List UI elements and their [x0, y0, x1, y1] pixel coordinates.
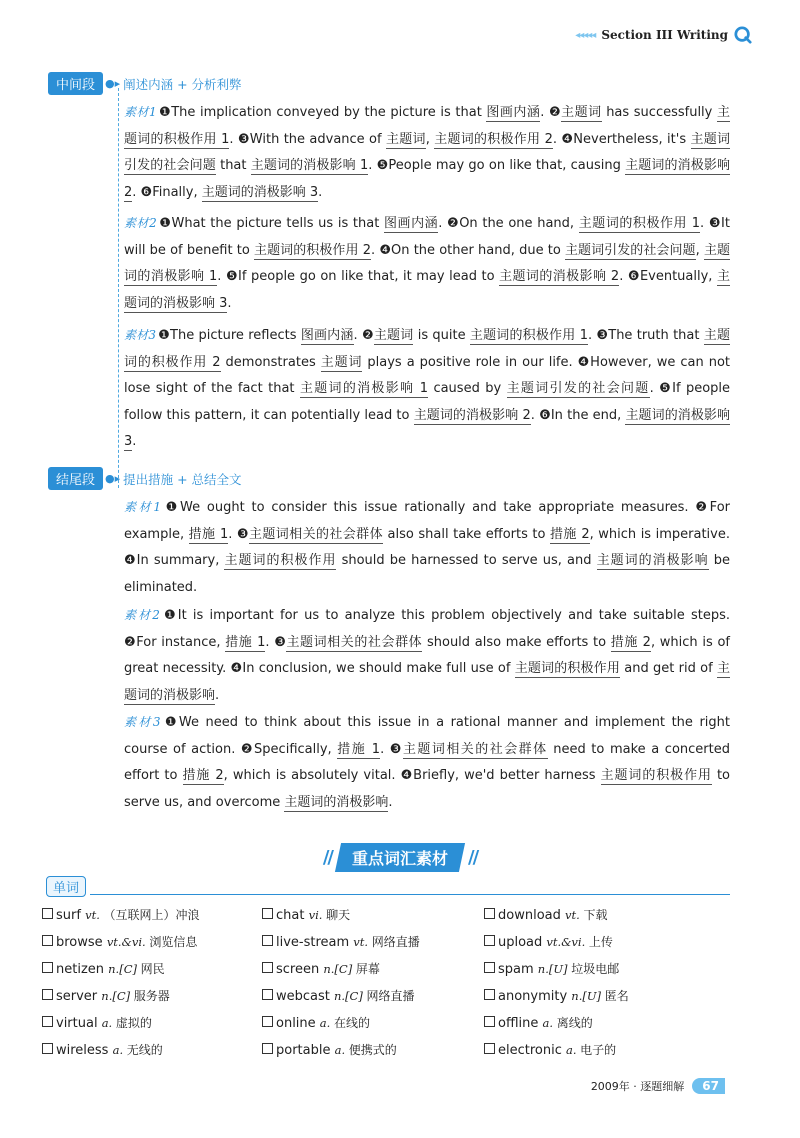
- page-header: [575, 26, 752, 44]
- ending-material-2: [124, 602, 730, 709]
- fill-in-phrase: 主题词的积极作用 2: [254, 242, 371, 258]
- fill-in-phrase: 主题词的消极影响: [596, 553, 709, 568]
- ending-material-1: [124, 494, 730, 601]
- fill-in-phrase: 主题词的消极影响 1: [250, 158, 369, 173]
- vocab-divider: [90, 894, 730, 895]
- text-segment: . ❸: [380, 741, 403, 757]
- fill-in-phrase: 图画内涵: [486, 105, 541, 120]
- vocab-meaning: 服务器: [133, 989, 170, 1003]
- vocab-meaning: 在线的: [333, 1016, 370, 1030]
- vocab-meaning: 网民: [140, 962, 165, 976]
- vocab-meaning: 电子的: [580, 1043, 617, 1057]
- vocab-word: live-stream: [276, 935, 354, 950]
- fill-in-phrase: 主题词的消极影响: [124, 661, 730, 703]
- material-label: 素材3: [124, 715, 161, 729]
- material-label: 素材3: [124, 328, 156, 342]
- arrow-icon: ●▸: [105, 77, 121, 90]
- text-segment: ❶We need to think about this issue in a rational manner and implement the right course of action. ❷Specifically,: [124, 715, 730, 757]
- fill-in-phrase: 主题词的积极作用: [600, 768, 712, 783]
- fill-in-phrase: 主题词的积极作用: [224, 553, 337, 568]
- vocab-pos: vt.: [565, 908, 584, 922]
- vocab-meaning: 便携式的: [348, 1043, 397, 1057]
- vocab-item: [484, 929, 724, 956]
- vocab-item: [484, 956, 724, 983]
- checkbox-icon[interactable]: [42, 908, 53, 919]
- section-guide-line: [118, 88, 119, 488]
- text-segment: ,: [425, 131, 435, 147]
- vocab-pos: a.: [334, 1043, 349, 1057]
- vocab-item: [262, 983, 484, 1010]
- vocab-banner-box: [335, 843, 465, 872]
- vocab-meaning: 垃圾电邮: [571, 962, 620, 976]
- checkbox-icon[interactable]: [484, 962, 495, 973]
- vocab-word: offline: [498, 1016, 543, 1031]
- fill-in-phrase: 主题词相关的社会群体: [248, 526, 383, 542]
- text-segment: . ❷: [353, 328, 374, 343]
- text-segment: . ❸The truth that: [587, 328, 704, 343]
- text-segment: should be harnessed to serve us, and: [336, 553, 597, 568]
- fill-in-phrase: 图画内涵: [300, 328, 354, 343]
- vocab-word: download: [498, 908, 565, 923]
- fill-in-phrase: 主题词的积极作用: [514, 661, 620, 676]
- vocab-item: [262, 1010, 484, 1037]
- text-segment: to serve us, and overcome: [124, 768, 731, 810]
- fill-in-phrase: 主题词的积极作用 1: [578, 216, 701, 231]
- vocab-item: [42, 1010, 262, 1037]
- text-segment: . ❺People may go on like that, causing: [368, 158, 626, 173]
- text-segment: . ❻In the end,: [530, 407, 626, 423]
- fill-in-phrase: 主题词的积极作用 2: [124, 328, 730, 370]
- fill-in-phrase: 主题词的消极影响 2: [124, 158, 730, 200]
- fill-in-phrase: 主题词的消极影响 2: [413, 407, 531, 423]
- text-segment: . ❺If people go on like that, it may lead to: [217, 269, 500, 284]
- middle-material-3: [124, 322, 730, 456]
- vocab-item: [42, 956, 262, 983]
- vocab-item: [42, 929, 262, 956]
- vocab-pos: a.: [542, 1016, 557, 1030]
- text-segment: be eliminated.: [124, 553, 730, 595]
- checkbox-icon[interactable]: [484, 1043, 495, 1054]
- vocab-item: [262, 956, 484, 983]
- fill-in-phrase: 主题词的积极作用 1: [124, 105, 730, 147]
- vocab-pos: n.[U]: [537, 962, 572, 976]
- text-segment: demonstrates: [220, 354, 321, 370]
- vocab-pos: a.: [112, 1043, 127, 1057]
- text-segment: . ❺If people follow this pattern, it can potentially lead to: [124, 381, 731, 423]
- material-label: 素材1: [124, 105, 157, 119]
- fill-in-phrase: 措施 2: [610, 634, 651, 650]
- vocab-item: [262, 902, 484, 929]
- vocab-pos: n.[C]: [101, 989, 134, 1003]
- vocab-meaning: 匿名: [604, 989, 629, 1003]
- vocab-item: [484, 1037, 724, 1064]
- vocab-meaning: 网络直播: [371, 935, 420, 949]
- vocab-word: virtual: [56, 1016, 102, 1031]
- vocab-item: [484, 902, 724, 929]
- checkbox-icon[interactable]: [484, 1016, 495, 1027]
- vocab-meaning: 离线的: [556, 1016, 593, 1030]
- vocab-tag: 单词: [46, 876, 86, 897]
- checkbox-icon[interactable]: [262, 935, 273, 946]
- text-segment: . ❷: [540, 105, 562, 120]
- vocab-pos: vt.&vi.: [106, 935, 150, 949]
- text-segment: is quite: [413, 328, 470, 343]
- vocab-word: screen: [276, 962, 324, 977]
- ending-section-desc: 提出措施 + 总结全文: [123, 471, 242, 487]
- vocab-word: upload: [498, 935, 547, 950]
- text-segment: .: [227, 295, 232, 311]
- text-segment: . ❸With the advance of: [229, 131, 386, 147]
- text-segment: , which is of great necessity. ❹In conclusion, we should make full use of: [124, 634, 731, 676]
- vocab-item: [42, 902, 262, 929]
- footer-text: 2009年 · 逐题细解: [590, 1080, 685, 1093]
- vocab-word: wireless: [56, 1043, 113, 1058]
- arrow-icon: ●▸: [105, 472, 121, 485]
- vocab-meaning: 聊天: [326, 908, 351, 922]
- slash-decor-right: //: [468, 847, 478, 868]
- text-segment: caused by: [428, 381, 507, 396]
- fill-in-phrase: 主题词的消极影响 1: [299, 381, 429, 396]
- vocab-meaning: 浏览信息: [149, 935, 198, 949]
- vocab-word: browse: [56, 935, 107, 950]
- text-segment: The implication conveyed by the picture is that: [171, 105, 487, 120]
- checkbox-icon[interactable]: [262, 1016, 273, 1027]
- text-segment: ❶What the picture tells us is that: [158, 216, 384, 231]
- vocab-meaning: （互联网上）冲浪: [103, 908, 200, 922]
- text-segment: plays a positive role in our life. ❹However, we can not lose sight of the fact that: [124, 354, 731, 396]
- text-segment: .: [132, 434, 137, 449]
- fill-in-phrase: 主题词引发的社会问题: [565, 242, 696, 258]
- fill-in-phrase: 主题词: [320, 354, 363, 370]
- fill-in-phrase: 主题词相关的社会群体: [402, 741, 548, 757]
- text-segment: . ❹Nevertheless, it's: [552, 131, 691, 147]
- vocab-meaning: 上传: [588, 935, 613, 949]
- checkbox-icon[interactable]: [42, 989, 53, 1000]
- checkbox-icon[interactable]: [262, 908, 273, 919]
- text-segment: .: [388, 794, 393, 810]
- fill-in-phrase: 主题词的积极作用 1: [469, 328, 588, 343]
- text-segment: ,: [695, 242, 704, 258]
- text-segment: also shall take efforts to: [383, 526, 551, 542]
- vocab-item: [42, 983, 262, 1010]
- ending-section-heading: [48, 467, 242, 490]
- checkbox-icon[interactable]: [42, 1043, 53, 1054]
- text-segment: . ❸It will be of benefit to: [124, 216, 730, 258]
- vocab-banner-title: 重点词汇素材: [351, 849, 448, 868]
- fill-in-phrase: 主题词的消极影响 3: [201, 184, 319, 200]
- vocab-item: [484, 983, 724, 1010]
- middle-material-2: [124, 210, 730, 317]
- ending-material-3: [124, 709, 730, 816]
- text-segment: .: [215, 687, 220, 703]
- middle-material-1: [124, 99, 730, 206]
- fill-in-phrase: 措施 2: [182, 768, 224, 783]
- fill-in-phrase: 主题词引发的社会问题: [124, 131, 730, 173]
- text-segment: , which is absolutely vital. ❹Briefly, we'd better harness: [223, 768, 601, 783]
- checkbox-icon[interactable]: [484, 908, 495, 919]
- vocab-word: online: [276, 1016, 320, 1031]
- vocab-meaning: 无线的: [126, 1043, 163, 1057]
- arrows-icon: ◂◂◂◂◂: [575, 29, 596, 41]
- fill-in-phrase: 主题词: [373, 328, 414, 343]
- vocab-word: surf: [56, 908, 86, 923]
- vocab-word: portable: [276, 1043, 335, 1058]
- fill-in-phrase: 措施 1: [225, 634, 266, 650]
- vocab-pos: a.: [319, 1016, 334, 1030]
- checkbox-icon[interactable]: [484, 935, 495, 946]
- fill-in-phrase: 主题词的消极影响: [284, 794, 389, 810]
- fill-in-phrase: 措施 1: [188, 526, 229, 542]
- checkbox-icon[interactable]: [262, 989, 273, 1000]
- text-segment: . ❸: [228, 526, 249, 542]
- fill-in-phrase: 措施 1: [337, 741, 381, 757]
- fill-in-phrase: 措施 2: [550, 526, 590, 542]
- middle-section-tag: 中间段: [48, 72, 103, 95]
- fill-in-phrase: 主题词的消极影响 3: [124, 269, 731, 311]
- text-segment: .: [318, 184, 323, 200]
- ending-section-tag: 结尾段: [48, 467, 103, 490]
- material-label: 素材1: [124, 500, 161, 514]
- section-title: Section III Writing: [601, 28, 728, 42]
- vocab-meaning: 下载: [583, 908, 608, 922]
- vocab-banner: [0, 843, 800, 872]
- text-segment: ❶It is important for us to analyze this problem objectively and take suitable steps. ❷For instance,: [124, 608, 730, 650]
- text-segment: ❶: [158, 105, 172, 120]
- text-segment: ❶The picture reflects: [158, 328, 301, 343]
- vocab-item: [42, 1037, 262, 1064]
- vocab-word: netizen: [56, 962, 109, 977]
- text-segment: and get rid of: [619, 661, 717, 676]
- fill-in-phrase: 图画内涵: [384, 216, 439, 231]
- fill-in-phrase: 主题词相关的社会群体: [286, 634, 423, 650]
- middle-section-heading: [48, 72, 242, 95]
- checkbox-icon[interactable]: [262, 1043, 273, 1054]
- vocab-pos: a.: [101, 1016, 116, 1030]
- vocab-meaning: 屏幕: [355, 962, 380, 976]
- fill-in-phrase: 主题词引发的社会问题: [506, 381, 650, 396]
- vocab-word: server: [56, 989, 102, 1004]
- vocab-meaning: 网络直播: [366, 989, 415, 1003]
- vocab-item: [262, 1037, 484, 1064]
- vocab-word: webcast: [276, 989, 334, 1004]
- fill-in-phrase: 主题词: [561, 105, 602, 120]
- vocab-pos: n.[C]: [108, 962, 141, 976]
- page-footer: [591, 1078, 725, 1094]
- vocab-pos: vt.&vi.: [546, 935, 589, 949]
- text-segment: . ❷On the one hand,: [438, 216, 579, 231]
- fill-in-phrase: 主题词的消极影响 1: [124, 242, 730, 284]
- vocab-list: [42, 902, 742, 1064]
- vocab-word: electronic: [498, 1043, 566, 1058]
- text-segment: . ❻Finally,: [132, 184, 202, 200]
- text-segment: . ❻Eventually,: [619, 269, 717, 284]
- vocab-word: chat: [276, 908, 309, 923]
- checkbox-icon[interactable]: [42, 962, 53, 973]
- checkbox-icon[interactable]: [42, 935, 53, 946]
- vocab-word: anonymity: [498, 989, 572, 1004]
- text-segment: . ❸: [265, 634, 287, 650]
- fill-in-phrase: 主题词: [385, 131, 426, 147]
- slash-decor-left: //: [322, 847, 332, 868]
- vocab-meaning: 虚拟的: [115, 1016, 152, 1030]
- text-segment: . ❹On the other hand, due to: [371, 242, 565, 258]
- vocab-pos: n.[U]: [571, 989, 605, 1003]
- text-segment: that: [215, 158, 251, 173]
- fill-in-phrase: 主题词的积极作用 2: [434, 131, 553, 147]
- text-segment: has successfully: [601, 105, 717, 120]
- vocab-item: [262, 929, 484, 956]
- middle-section-desc: 阐述内涵 + 分析利弊: [123, 76, 242, 92]
- text-segment: , which is imperative. ❹In summary,: [124, 526, 730, 568]
- material-label: 素材2: [124, 608, 160, 622]
- text-segment: need to make a concerted effort to: [124, 741, 730, 783]
- vocab-pos: vi.: [308, 908, 327, 922]
- vocab-pos: n.[C]: [323, 962, 356, 976]
- material-label: 素材2: [124, 216, 157, 230]
- vocab-pos: a.: [566, 1043, 581, 1057]
- text-segment: should also make efforts to: [422, 634, 611, 650]
- q-logo-icon: [734, 26, 752, 44]
- checkbox-icon[interactable]: [484, 989, 495, 1000]
- checkbox-icon[interactable]: [42, 1016, 53, 1027]
- vocab-word: spam: [498, 962, 538, 977]
- vocab-pos: vt.: [353, 935, 372, 949]
- fill-in-phrase: 主题词的消极影响 2: [499, 269, 620, 284]
- vocab-pos: n.[C]: [334, 989, 367, 1003]
- page-number: 67: [692, 1078, 725, 1094]
- checkbox-icon[interactable]: [262, 962, 273, 973]
- fill-in-phrase: 主题词的消极影响 3: [124, 407, 730, 449]
- vocab-item: [484, 1010, 724, 1037]
- vocab-pos: vt.: [85, 908, 104, 922]
- text-segment: ❶We ought to consider this issue rationally and take appropriate measures. ❷For example,: [124, 500, 730, 542]
